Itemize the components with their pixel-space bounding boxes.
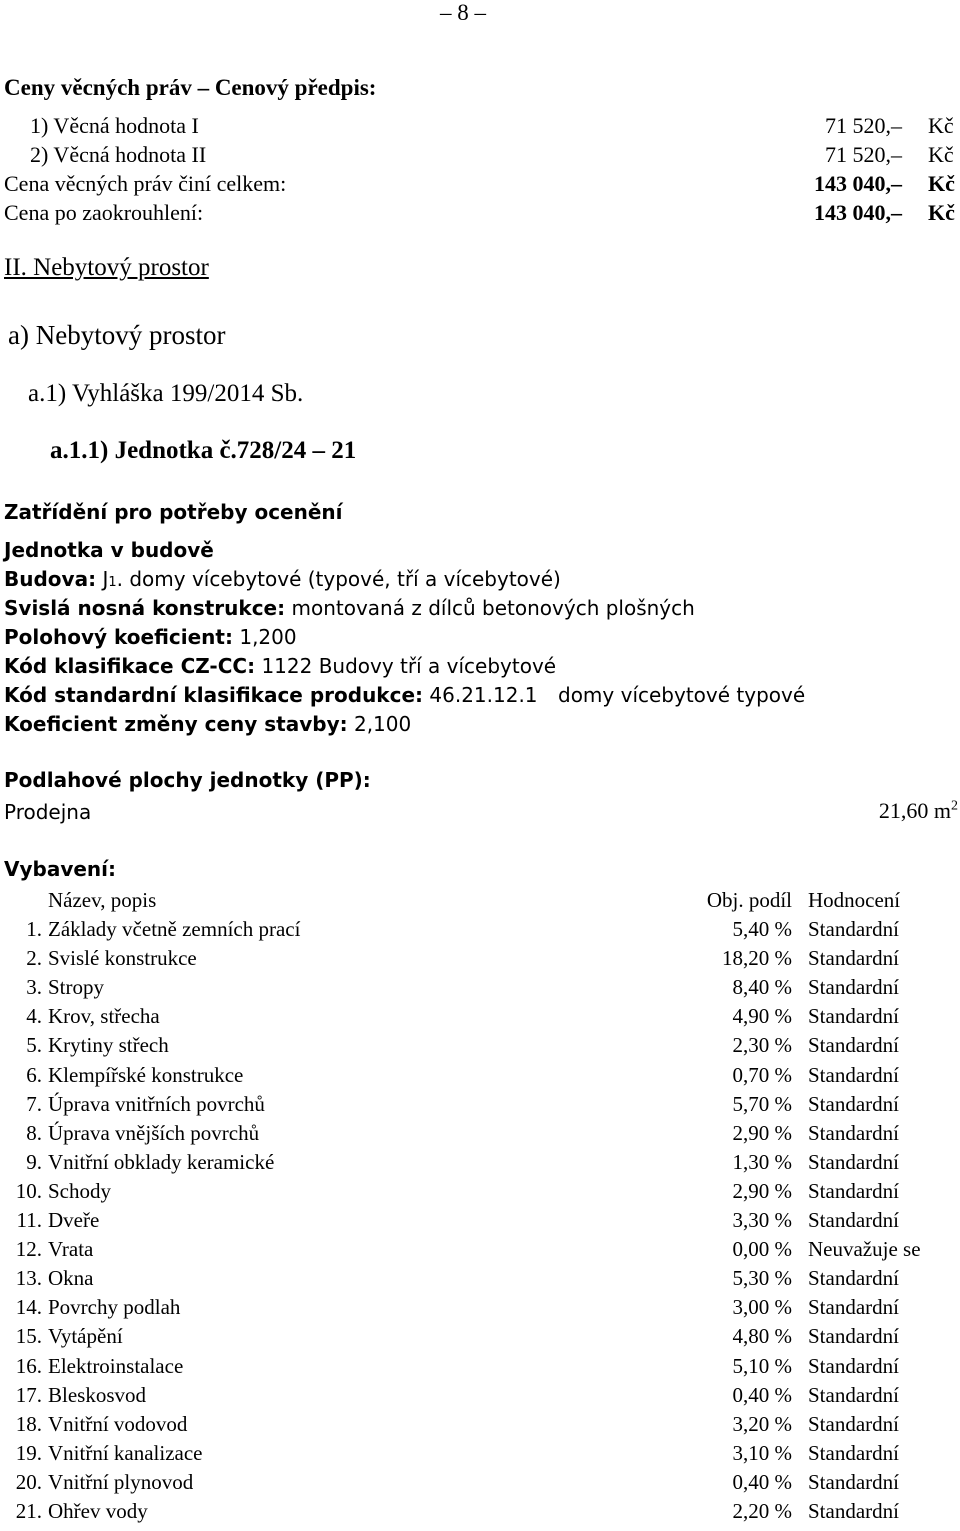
row-number: 6. bbox=[26, 1062, 42, 1087]
row-number: 9. bbox=[26, 1149, 42, 1174]
row-name: Krytiny střech bbox=[48, 1033, 169, 1058]
row-number: 18. bbox=[15, 1411, 42, 1436]
column-share-header: Obj. podíl bbox=[706, 888, 792, 912]
price-currency: Kč bbox=[928, 171, 955, 196]
table-row bbox=[0, 1266, 960, 1295]
row-rating: Standardní bbox=[808, 1499, 899, 1523]
price-currency: Kč bbox=[928, 200, 955, 225]
row-rating: Standardní bbox=[808, 1120, 899, 1145]
row-share: 0,40 % bbox=[732, 1469, 792, 1494]
row-number: 17. bbox=[15, 1382, 42, 1407]
price-row bbox=[0, 142, 960, 170]
row-name: Klempířské konstrukce bbox=[48, 1062, 244, 1087]
row-name: Základy včetně zemních prací bbox=[48, 917, 301, 941]
price-amount: 71 520,– bbox=[825, 142, 902, 167]
row-number: 3. bbox=[26, 975, 42, 1000]
chapter-heading: II. Nebytový prostor bbox=[4, 254, 209, 281]
table-row bbox=[0, 1063, 960, 1092]
row-share: 3,00 % bbox=[732, 1295, 792, 1320]
row-number: 15. bbox=[15, 1324, 42, 1349]
table-row bbox=[0, 1237, 960, 1266]
position-label: Polohový koeficient: bbox=[4, 625, 233, 649]
structure-label: Svislá nosná konstrukce: bbox=[4, 596, 286, 620]
row-name: Úprava vnitřních povrchů bbox=[48, 1091, 265, 1116]
row-share: 3,10 % bbox=[732, 1440, 792, 1465]
row-name: Vrata bbox=[48, 1237, 94, 1262]
table-row bbox=[0, 1324, 960, 1353]
price-label: Cena po zaokrouhlení: bbox=[4, 200, 204, 225]
row-share: 4,90 % bbox=[732, 1004, 792, 1029]
column-rating-header: Hodnocení bbox=[808, 888, 901, 912]
table-row bbox=[0, 1179, 960, 1208]
row-share: 1,30 % bbox=[732, 1149, 792, 1174]
sk-description: domy vícebytové typové bbox=[558, 683, 806, 707]
row-name: Vnitřní vodovod bbox=[48, 1411, 188, 1436]
sk-line bbox=[4, 683, 538, 707]
czcc-label: Kód klasifikace CZ-CC: bbox=[4, 654, 256, 678]
table-row bbox=[0, 1499, 960, 1528]
price-row bbox=[0, 200, 960, 228]
row-rating: Standardní bbox=[808, 1062, 899, 1087]
row-rating: Standardní bbox=[808, 917, 899, 941]
row-number: 8. bbox=[26, 1120, 42, 1145]
row-rating: Standardní bbox=[808, 1091, 899, 1116]
row-share: 2,30 % bbox=[732, 1033, 792, 1058]
row-name: Povrchy podlah bbox=[48, 1295, 181, 1320]
structure-line bbox=[4, 596, 695, 620]
row-name: Bleskosvod bbox=[48, 1382, 147, 1407]
floor-area-unit-sup: 2 bbox=[951, 798, 958, 814]
row-share: 5,40 % bbox=[732, 917, 792, 941]
table-row bbox=[0, 1004, 960, 1033]
czcc-value: 1122 Budovy tří a vícebytové bbox=[261, 654, 557, 678]
row-name: Vytápění bbox=[48, 1324, 123, 1349]
unit-type: Jednotka v budově bbox=[4, 538, 214, 562]
price-label: 1) Věcná hodnota I bbox=[30, 113, 199, 138]
table-row bbox=[0, 1092, 960, 1121]
position-value: 1,200 bbox=[239, 625, 297, 649]
row-rating: Standardní bbox=[808, 1266, 899, 1291]
row-rating: Standardní bbox=[808, 1440, 899, 1465]
coef-line bbox=[4, 712, 411, 736]
row-share: 3,20 % bbox=[732, 1411, 792, 1436]
row-rating: Neuvažuje se bbox=[808, 1237, 921, 1262]
table-row bbox=[0, 1412, 960, 1441]
row-number: 11. bbox=[16, 1208, 42, 1232]
row-name: Stropy bbox=[48, 975, 105, 1000]
row-name: Schody bbox=[48, 1178, 111, 1203]
row-name: Vnitřní plynovod bbox=[48, 1469, 194, 1494]
building-code: J bbox=[102, 567, 109, 591]
row-name: Okna bbox=[48, 1266, 94, 1291]
table-row bbox=[0, 1150, 960, 1179]
table-row bbox=[0, 975, 960, 1004]
row-rating: Standardní bbox=[808, 1324, 899, 1349]
row-name: Vnitřní obklady keramické bbox=[48, 1149, 275, 1174]
row-number: 5. bbox=[26, 1033, 42, 1058]
row-name: Vnitřní kanalizace bbox=[48, 1440, 203, 1465]
equipment-heading: Vybavení: bbox=[4, 857, 117, 881]
row-share: 5,30 % bbox=[732, 1266, 792, 1291]
row-number: 1. bbox=[26, 917, 42, 941]
price-label: 2) Věcná hodnota II bbox=[30, 142, 207, 167]
row-share: 5,10 % bbox=[732, 1353, 792, 1378]
row-number: 7. bbox=[26, 1091, 42, 1116]
table-row bbox=[0, 1208, 960, 1237]
table-row bbox=[0, 1470, 960, 1499]
building-value: . domy vícebytové (typové, tří a vícebytové) bbox=[116, 567, 561, 591]
row-number: 10. bbox=[15, 1178, 42, 1203]
section-a1-heading: a.1) Vyhláška 199/2014 Sb. bbox=[28, 380, 304, 407]
price-currency: Kč bbox=[928, 142, 954, 167]
row-share: 5,70 % bbox=[732, 1091, 792, 1116]
table-row bbox=[0, 1383, 960, 1412]
row-number: 13. bbox=[15, 1266, 42, 1291]
price-row bbox=[0, 171, 960, 199]
row-rating: Standardní bbox=[808, 1469, 899, 1494]
row-rating: Standardní bbox=[808, 1353, 899, 1378]
row-share: 4,80 % bbox=[732, 1324, 792, 1349]
row-name: Úprava vnějších povrchů bbox=[48, 1120, 260, 1145]
row-rating: Standardní bbox=[808, 975, 899, 1000]
row-number: 16. bbox=[15, 1353, 42, 1378]
row-number: 21. bbox=[15, 1499, 42, 1523]
row-rating: Standardní bbox=[808, 1411, 899, 1436]
row-rating: Standardní bbox=[808, 1178, 899, 1203]
price-currency: Kč bbox=[928, 113, 954, 138]
table-row bbox=[0, 1441, 960, 1470]
sk-label: Kód standardní klasifikace produkce: bbox=[4, 683, 424, 707]
row-rating: Standardní bbox=[808, 1149, 899, 1174]
position-line bbox=[4, 625, 297, 649]
page-number: – 8 – bbox=[440, 0, 486, 25]
row-share: 18,20 % bbox=[722, 946, 792, 971]
row-name: Svislé konstrukce bbox=[48, 946, 197, 971]
row-share: 2,90 % bbox=[732, 1120, 792, 1145]
row-name: Elektroinstalace bbox=[48, 1353, 184, 1378]
table-row bbox=[0, 1033, 960, 1062]
czcc-line bbox=[4, 654, 556, 678]
column-name-header: Název, popis bbox=[48, 888, 157, 912]
row-rating: Standardní bbox=[808, 1033, 899, 1058]
row-share: 2,90 % bbox=[732, 1178, 792, 1203]
row-share: 0,40 % bbox=[732, 1382, 792, 1407]
sk-value: 46.21.12.1 bbox=[429, 683, 538, 707]
row-number: 12. bbox=[15, 1237, 42, 1262]
row-rating: Standardní bbox=[808, 1208, 899, 1232]
floor-area-number: 21,60 m bbox=[878, 798, 951, 823]
row-share: 2,20 % bbox=[732, 1499, 792, 1523]
row-name: Krov, střecha bbox=[48, 1004, 160, 1029]
price-amount: 71 520,– bbox=[825, 113, 902, 138]
floor-area-value bbox=[879, 798, 958, 824]
row-rating: Standardní bbox=[808, 1004, 899, 1029]
table-row bbox=[0, 1121, 960, 1150]
classification-heading: Zatřídění pro potřeby ocenění bbox=[4, 500, 343, 524]
row-name: Ohřev vody bbox=[48, 1499, 148, 1523]
price-label: Cena věcných práv činí celkem: bbox=[4, 171, 287, 196]
row-share: 3,30 % bbox=[732, 1208, 792, 1232]
price-row bbox=[0, 113, 960, 141]
table-row bbox=[0, 1354, 960, 1383]
row-rating: Standardní bbox=[808, 1295, 899, 1320]
row-number: 20. bbox=[15, 1469, 42, 1494]
unit-heading: a.1.1) Jednotka č.728/24 – 21 bbox=[50, 437, 357, 464]
row-number: 2. bbox=[26, 946, 42, 971]
coef-value: 2,100 bbox=[353, 712, 412, 736]
coef-label: Koeficient změny ceny stavby: bbox=[4, 712, 348, 736]
table-row bbox=[0, 946, 960, 975]
row-number: 19. bbox=[15, 1440, 42, 1465]
building-label: Budova: bbox=[4, 567, 97, 591]
row-rating: Standardní bbox=[808, 946, 899, 971]
row-number: 4. bbox=[26, 1004, 42, 1029]
row-number: 14. bbox=[15, 1295, 42, 1320]
row-rating: Standardní bbox=[808, 1382, 899, 1407]
floor-heading: Podlahové plochy jednotky (PP): bbox=[4, 768, 371, 792]
section-a-heading: a) Nebytový prostor bbox=[8, 320, 226, 350]
row-share: 8,40 % bbox=[732, 975, 792, 1000]
structure-value: montovaná z dílců betonových plošných bbox=[291, 596, 695, 620]
price-amount: 143 040,– bbox=[814, 200, 902, 225]
table-row bbox=[0, 917, 960, 946]
row-share: 0,00 % bbox=[732, 1237, 792, 1262]
price-amount: 143 040,– bbox=[814, 171, 902, 196]
row-name: Dveře bbox=[48, 1208, 100, 1232]
building-code-sub: 1 bbox=[108, 575, 117, 590]
prices-title: Ceny věcných práv – Cenový předpis: bbox=[4, 75, 377, 100]
floor-area-name: Prodejna bbox=[4, 800, 92, 824]
building-line bbox=[4, 567, 561, 591]
table-row bbox=[0, 1295, 960, 1324]
row-share: 0,70 % bbox=[732, 1062, 792, 1087]
